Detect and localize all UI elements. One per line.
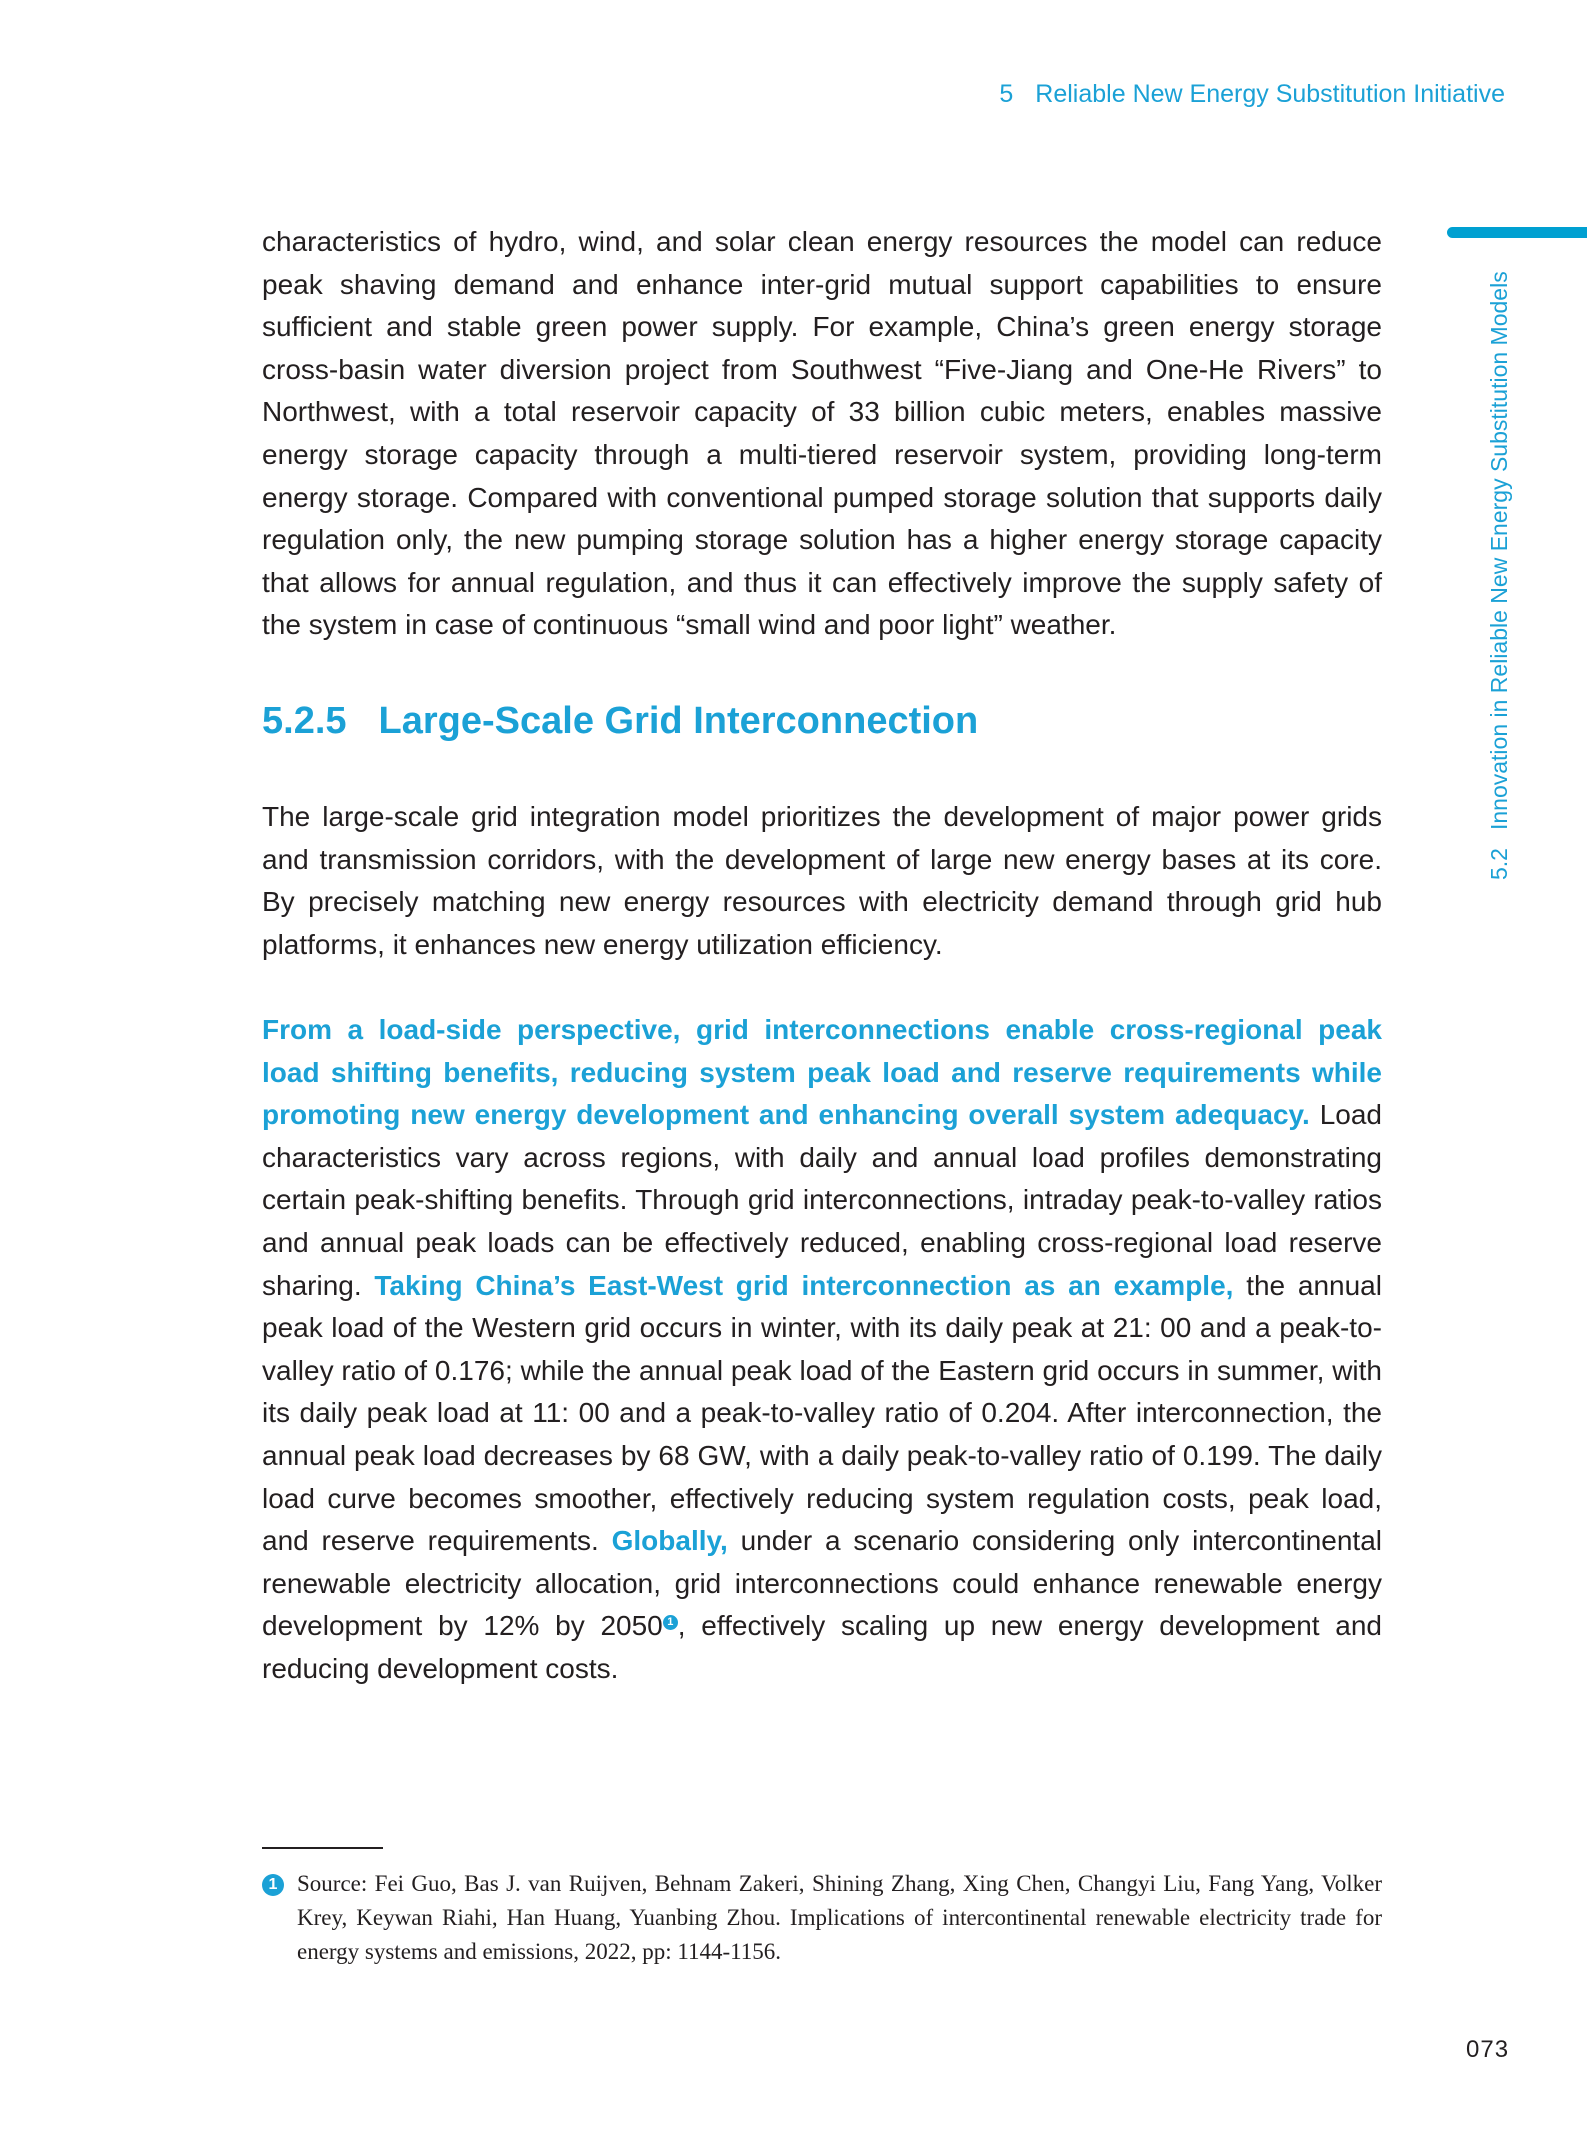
highlight-text: Taking China’s East-West grid interconnection as an example, (374, 1269, 1234, 1301)
section-heading (262, 700, 978, 743)
paragraph-2: The large-scale grid integration model prioritizes the development of major power grids and transmission corridors, with the development of large new energy bases at its core. By precisely matching new energy resources with electricity demand through grid hub platforms, it enhances new energy utilization efficiency. (262, 801, 1382, 960)
running-header (999, 80, 1505, 109)
highlight-text: Globally, (611, 1525, 728, 1557)
footnote-text: Source: Fei Guo, Bas J. van Ruijven, Behnam Zakeri, Shining Zhang, Xing Chen, Changyi Liu, Fang Yang, Volker Krey, Keywan Riahi, Han Huang, Yuanbing Zhou. Implications of intercontinental renewable electricity trade for energy systems and emissions, 2022, pp: 1144-1156. (297, 1871, 1382, 1964)
body-text: under a scenario considering only intercontinental renewable electricity allocation, grid interconnections could enhance renewable energy development by 12% by 2050 (262, 1525, 1382, 1642)
section-tab-marker (1447, 227, 1587, 238)
side-section-label (1486, 271, 1513, 880)
page-number: 073 (1466, 2036, 1510, 2063)
highlight-text: From a load-side perspective, grid interconnections enable cross-regional peak load shifting benefits, reducing system peak load and reserve requirements while promoting new energy development and enhancing overall system adequacy. (262, 1014, 1382, 1131)
chapter-title: Reliable New Energy Substitution Initiative (1035, 80, 1505, 108)
chapter-number: 5 (999, 80, 1014, 108)
footnote-reference[interactable]: 1 (663, 1615, 678, 1630)
paragraph-1: characteristics of hydro, wind, and solar clean energy resources the model can reduce peak shaving demand and enhance inter-grid mutual support capabilities to ensure sufficient and stable green power supply. For example, China’s green energy storage cross-basin water diversion project from Southwest “Five-Jiang and One-He Rivers” to Northwest, with a total reservoir capacity of 33 billion cubic meters, enables massive energy storage capacity through a multi-tiered reservoir system, providing long-term energy storage. Compared with conventional pumped storage solution that supports daily regulation only, the new pumping storage solution has a higher energy storage capacity that allows for annual regulation, and thus it can effectively improve the supply safety of the system in case of continuous “small wind and poor light” weather. (262, 226, 1382, 641)
body-text: the annual peak load of the Western grid occurs in winter, with its daily peak at 21: 00 and a peak-to-valley ratio of 0.176; while the annual peak load of the Eastern grid occurs in summer, with its daily peak load at 11: 00 and a peak-to-valley ratio of 0.204. After interconnection, the annual peak load decreases by 68 GW, with a daily peak-to-valley ratio of 0.199. The daily load curve becomes smoother, effectively reducing system regulation costs, peak load, and reserve requirements. (262, 1269, 1382, 1557)
paragraph-3 (262, 1009, 1382, 1691)
footnote-marker: 1 (262, 1874, 284, 1896)
side-section-number: 5.2 (1486, 848, 1512, 880)
section-title: Large-Scale Grid Interconnection (378, 700, 979, 742)
footnote-divider (262, 1847, 383, 1849)
body-text: , effectively scaling up new energy development and reducing development costs. (262, 1610, 1382, 1684)
footnote (262, 1867, 1382, 1969)
section-number: 5.2.5 (262, 700, 347, 742)
body-text: Load characteristics vary across regions, with daily and annual load profiles demonstrating certain peak-shifting benefits. Through grid interconnections, intraday peak-to-valley ratios and annual peak loads can be effectively reduced, enabling cross-regional load reserve sharing. (262, 1099, 1382, 1301)
side-section-title: Innovation in Reliable New Energy Substitution Models (1486, 271, 1512, 831)
